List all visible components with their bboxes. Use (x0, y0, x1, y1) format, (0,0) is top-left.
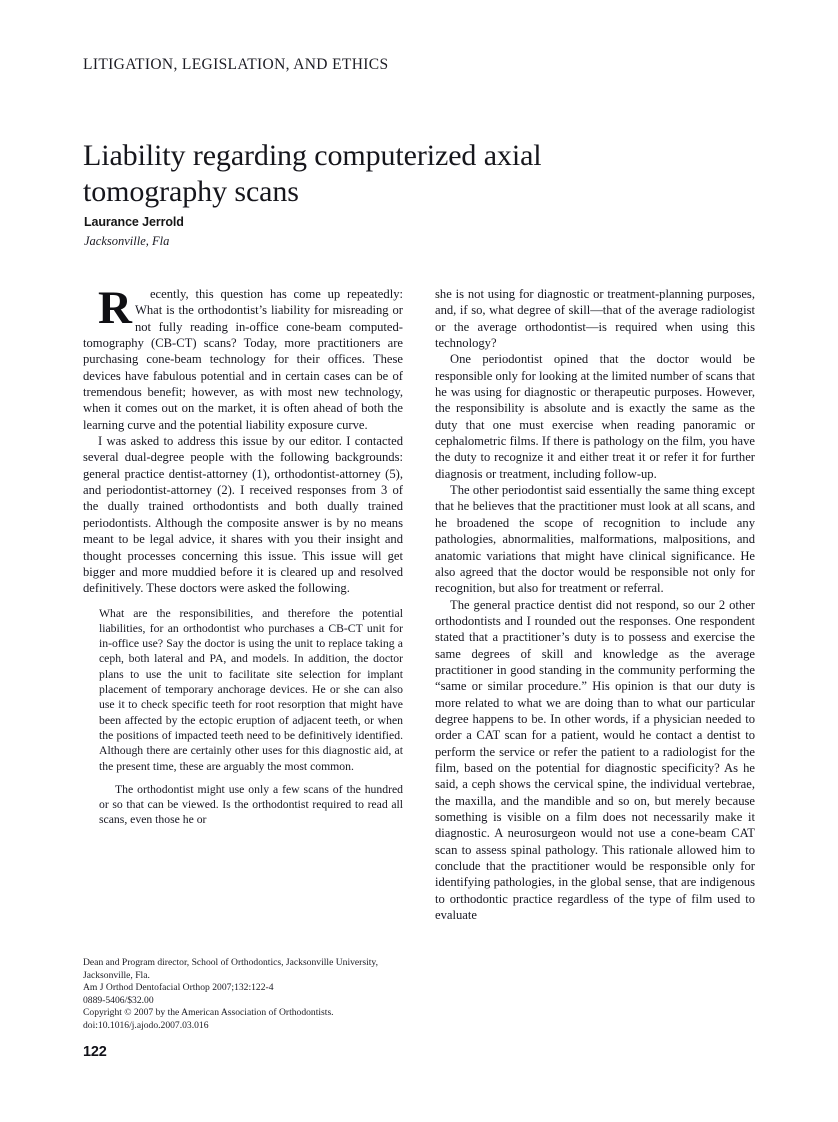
footnote-doi: doi:10.1016/j.ajodo.2007.03.016 (83, 1019, 209, 1031)
drop-cap-letter: R (98, 282, 132, 334)
page-title: Liability regarding computerized axial tomography scans (83, 139, 542, 209)
body-column-left (83, 282, 403, 828)
question-quote-block (83, 606, 403, 828)
body-column-right (435, 286, 755, 923)
page-number: 122 (83, 1044, 107, 1060)
paragraph-left-2: I was asked to address this issue by our editor. I contacted several dual-degree people with the following backgrounds: general practice dentist-attorney (1), orthodontist-attorney (5), and periodontist-attorney (2). I received responses from 3 of the dually trained orthodontists and both dually trained periodontists. Although the composite answer is by no means meant to be legal advice, it shares with you their insight and thought processes concerning this issue. This issue will get bigger and more muddied before it is cleared up and resolved definitively. These doctors were asked the following. (83, 434, 403, 596)
paragraph-intro-text: ecently, this question has come up repeatedly: What is the orthodontist’s liability for misreading or not fully reading in-office cone-beam computed-tomography (CB-CT) scans? Today, more practitioners are purchasing cone-beam technology for their offices. These devices have fabulous potential and in certain cases can be of tremendous benefit; however, as with most new technology, when it comes out on the market, it is often ahead of both the learning curve and the potential liability exposure curve. (83, 287, 403, 432)
paragraph-right-1: One periodontist opined that the doctor would be responsible only for looking at the limited number of scans that he was using for diagnostic or therapeutic purposes. However, the responsibility is absolute and is exactly the same as the duty that one must exercise when reading panoramic or cephalometric films. If there is pathology on the film, you have the duty to recognize it and either treat it or refer it for further diagnosis or treatment, including follow-up. (435, 352, 755, 481)
author-affiliation: Jacksonville, Fla (84, 234, 170, 248)
quote-paragraph-1: What are the responsibilities, and therefore the potential liabilities, for an orthodontist who purchases a CB-CT unit for in-office use? Say the doctor is using the unit to replace taking a ceph, both lateral and PA, and models. In addition, the doctor plans to use the unit to facilitate site selection for implant placement of temporary anchorage devices. He or she can also use it to check specific teeth for root resorption that might have been affected by the ectopic eruption of adjacent teeth, or when the positions of impacted teeth need to be definitively identified. Although there are certainly other uses for this diagnostic aid, at the present time, these are arguably the most common. (99, 606, 403, 773)
paragraph-right-continued: she is not using for diagnostic or treatment-planning purposes, and, if so, what degree of skill—that of the average radiologist or the average orthodontist—is required when using this technology? (435, 287, 755, 351)
paragraph-right-3: The general practice dentist did not respond, so our 2 other orthodontists and I rounded out the responses. One respondent stated that a practitioner’s duty is to possess and exercise the same degrees of skill and knowledge as the average practitioner in good standing in the community performing the “same or similar procedure.” His opinion is that our duty is more related to what we are doing than to what our particular degree happens to be. In other words, if a physician needed to order a CAT scan for a patient, would he contact a dentist to perform the service or refer the patient to a radiologist for the film, based on the potential for diagnostic specificity? As he said, a ceph shows the cervical spine, the individual vertebrae, the maxilla, and the mandible and so on, but merely because something is visible on a film does not necessarily make it diagnostic. A neurosurgeon would not use a cone-beam CAT scan to assess spinal pathology. This rationale allowed him to conclude that the practitioner would be responsible only for identifying pathologies, in the global sense, that are indigenous to orthodontic practice regardless of the type of film used to evaluate (435, 597, 755, 923)
quote-paragraph-2: The orthodontist might use only a few scans of the hundred or so that can be viewed. Is the orthodontist required to read all scans, even those he or (99, 782, 403, 827)
section-header: LITIGATION, LEGISLATION, AND ETHICS (83, 56, 389, 73)
footnote-issn-price: 0889-5406/$32.00 (83, 994, 154, 1006)
author-name: Laurance Jerrold (84, 215, 184, 229)
footnote-copyright: Copyright © 2007 by the American Association of Orthodontists. (83, 1007, 334, 1019)
footnote-block (83, 957, 408, 1033)
footnote-affiliation: Dean and Program director, School of Orthodontics, Jacksonville University, Jacksonville, Fla. (83, 957, 379, 981)
paragraph-right-2: The other periodontist said essentially the same thing except that he believes that the practitioner must look at all scans, and he broadened the scope of recognition to include any pathologies, abnormalities, malformations, malpositions, and anatomic variations that might have clinical significance. He also agreed that the doctor would be responsible not only for recognition, but also for treatment or referral. (435, 483, 755, 596)
paragraph-intro (83, 282, 403, 433)
footnote-journal-citation: Am J Orthod Dentofacial Orthop 2007;132:122-4 (83, 982, 274, 994)
